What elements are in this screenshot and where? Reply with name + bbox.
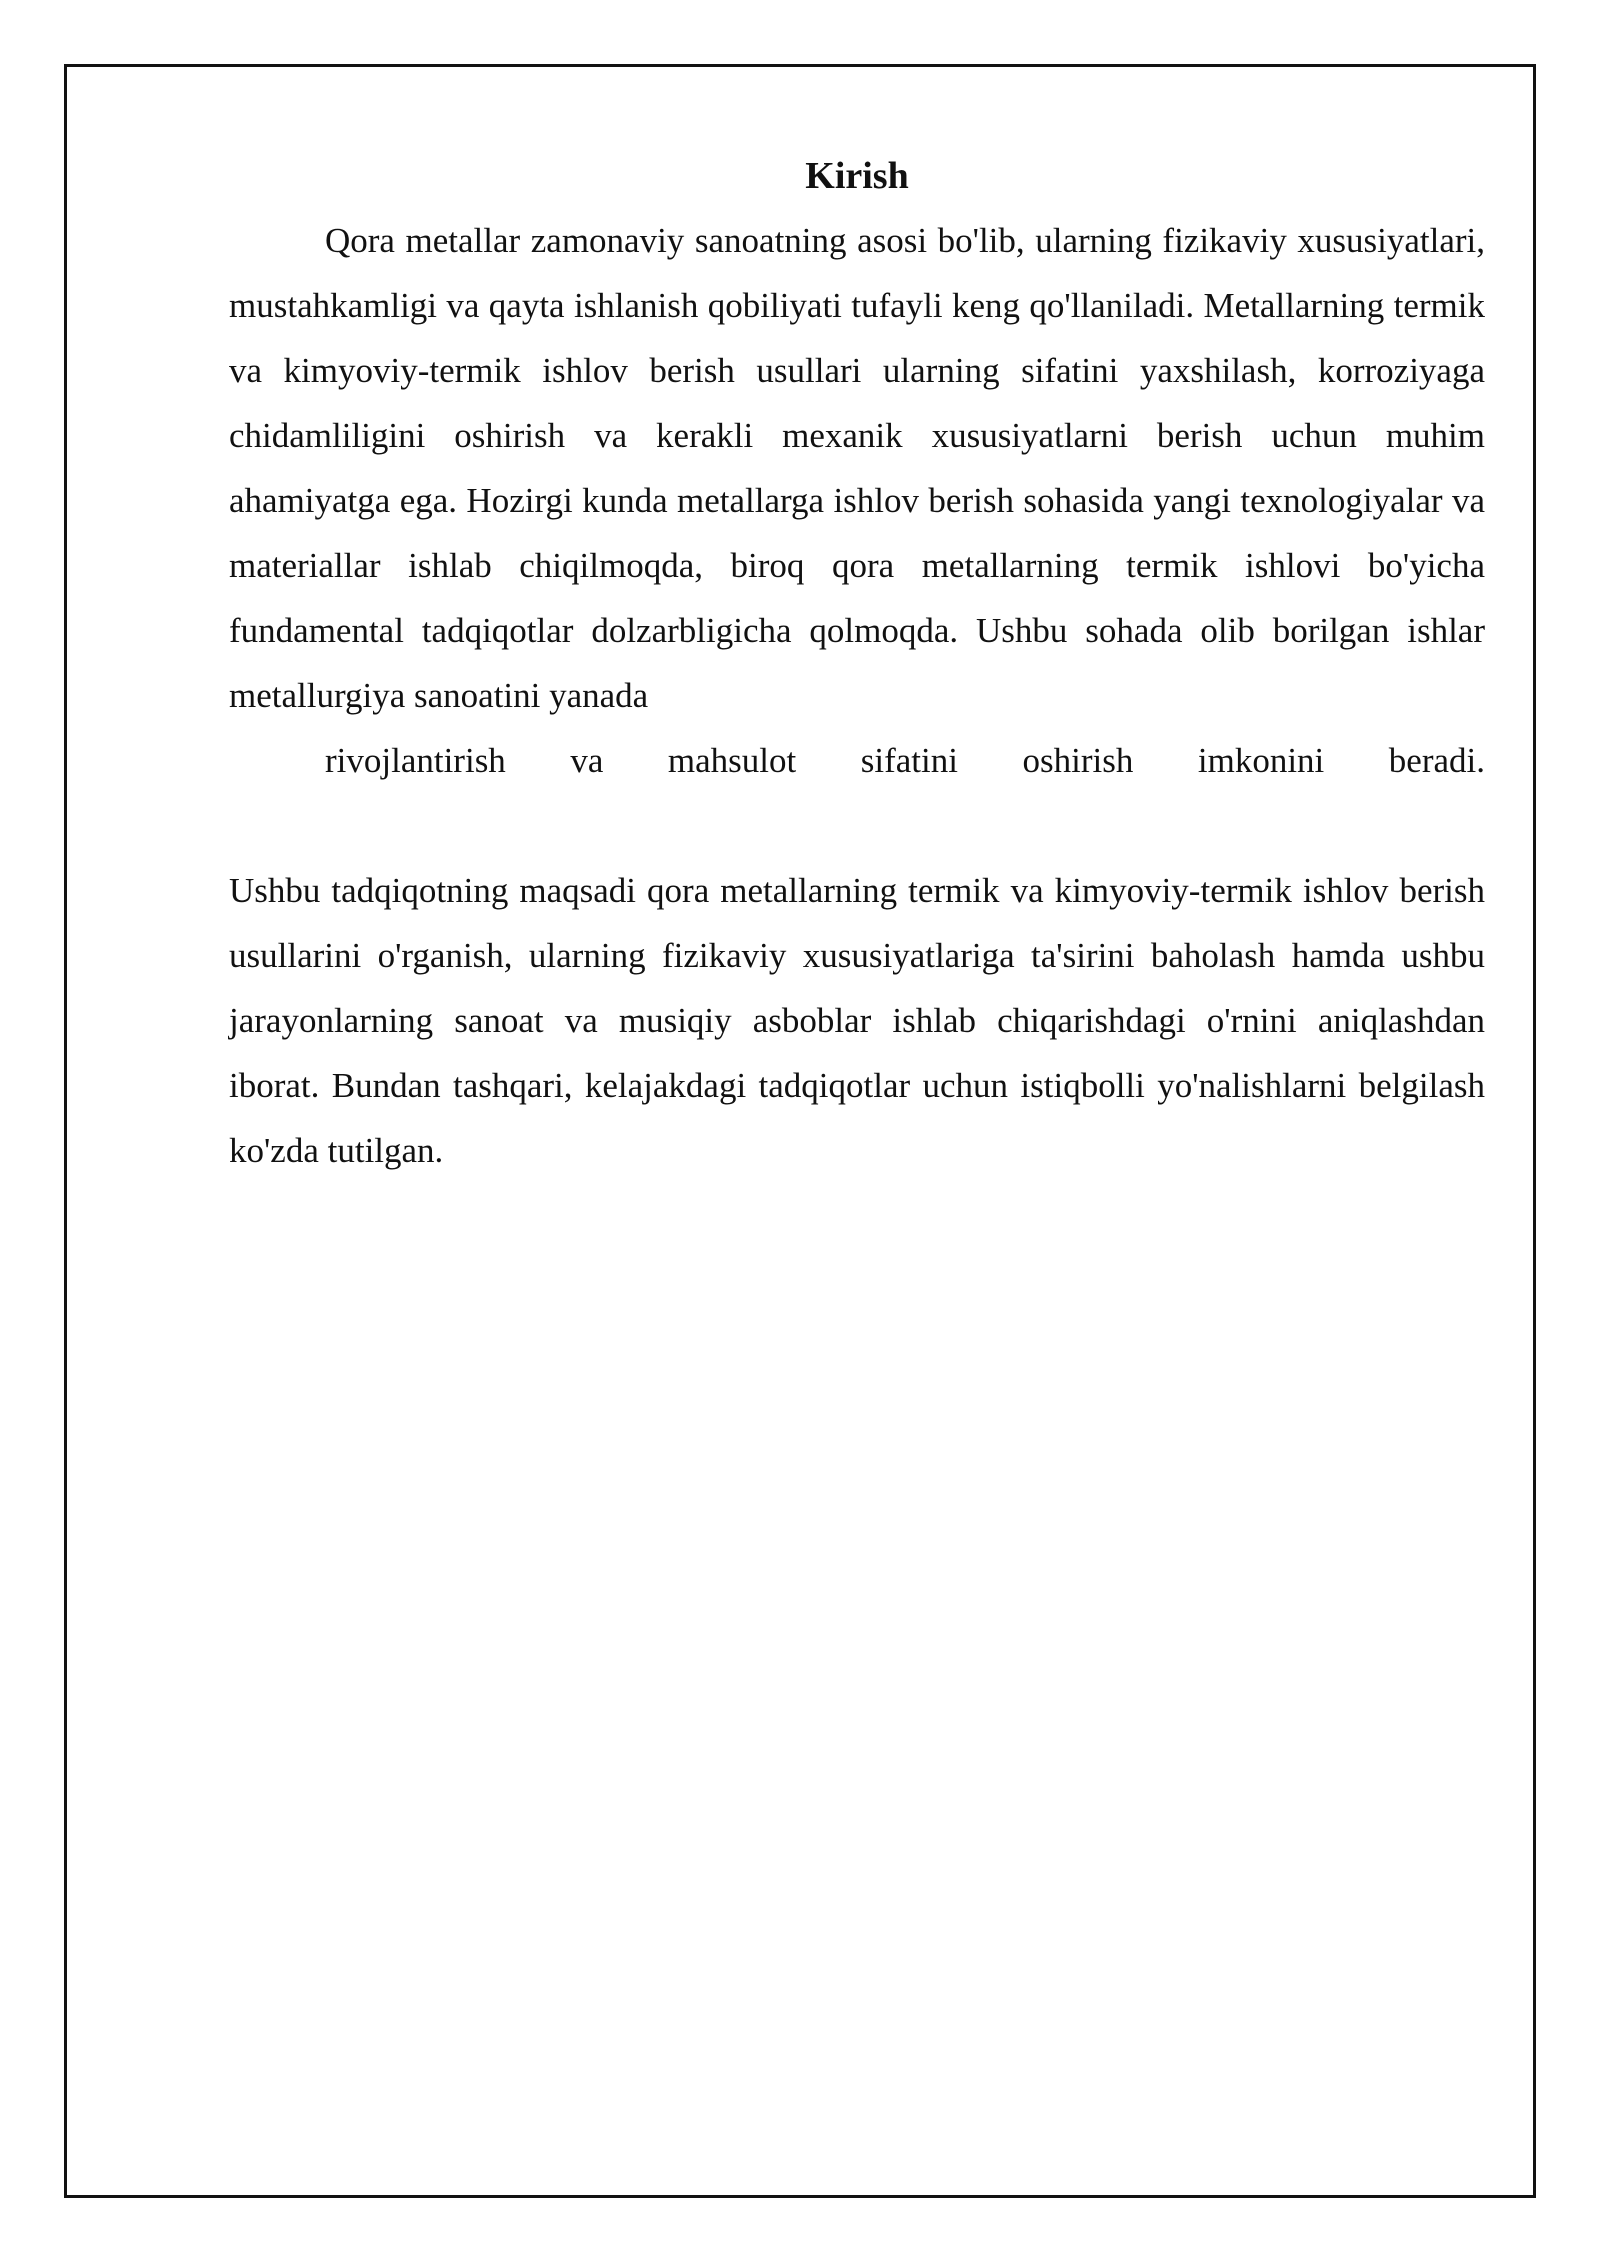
intro-paragraph-text: Qora metallar zamonaviy sanoatning asosi bo'lib, ularning fizikaviy xususiyatlari, mustahkamligi va qayta ishlanish qobiliyati tufayli keng qo'llaniladi. Metallarning termik va kimyoviy-termik ishlov berish usullari ularning sifatini yaxshilash, korroziyaga chidamliligini oshirish va kerakli mexanik xususiyatlarni berish uchun muhim ahamiyatga ega. Hozirgi kunda metallarga ishlov berish sohasida yangi texnologiyalar va materiallar ishlab chiqilmoqda, biroq qora metallarning termik ishlovi bo'yicha fundamental tadqiqotlar dolzarbligicha qolmoqda. Ushbu sohada olib borilgan ishlar metallurgiya sanoatini yanada — [229, 221, 1485, 715]
paragraph-spacer — [229, 793, 1485, 858]
aim-paragraph: Ushbu tadqiqotning maqsadi qora metallarning termik va kimyoviy-termik ishlov berish usullarini o'rganish, ularning fizikaviy xususiyatlariga ta'sirini baholash hamda ushbu jarayonlarning sanoat va musiqiy asboblar ishlab chiqarishdagi o'rnini aniqlashdan iborat. Bundan tashqari, kelajakdagi tadqiqotlar uchun istiqbolli yo'nalishlarni belgilash ko'zda tutilgan. — [229, 871, 1485, 1170]
intro-paragraph-last-line: rivojlantirish va mahsulot sifatini oshirish imkonini beradi. — [325, 741, 1485, 780]
document-body — [229, 148, 1485, 1183]
intro-paragraph — [229, 208, 1485, 793]
section-heading: Kirish — [805, 155, 909, 197]
